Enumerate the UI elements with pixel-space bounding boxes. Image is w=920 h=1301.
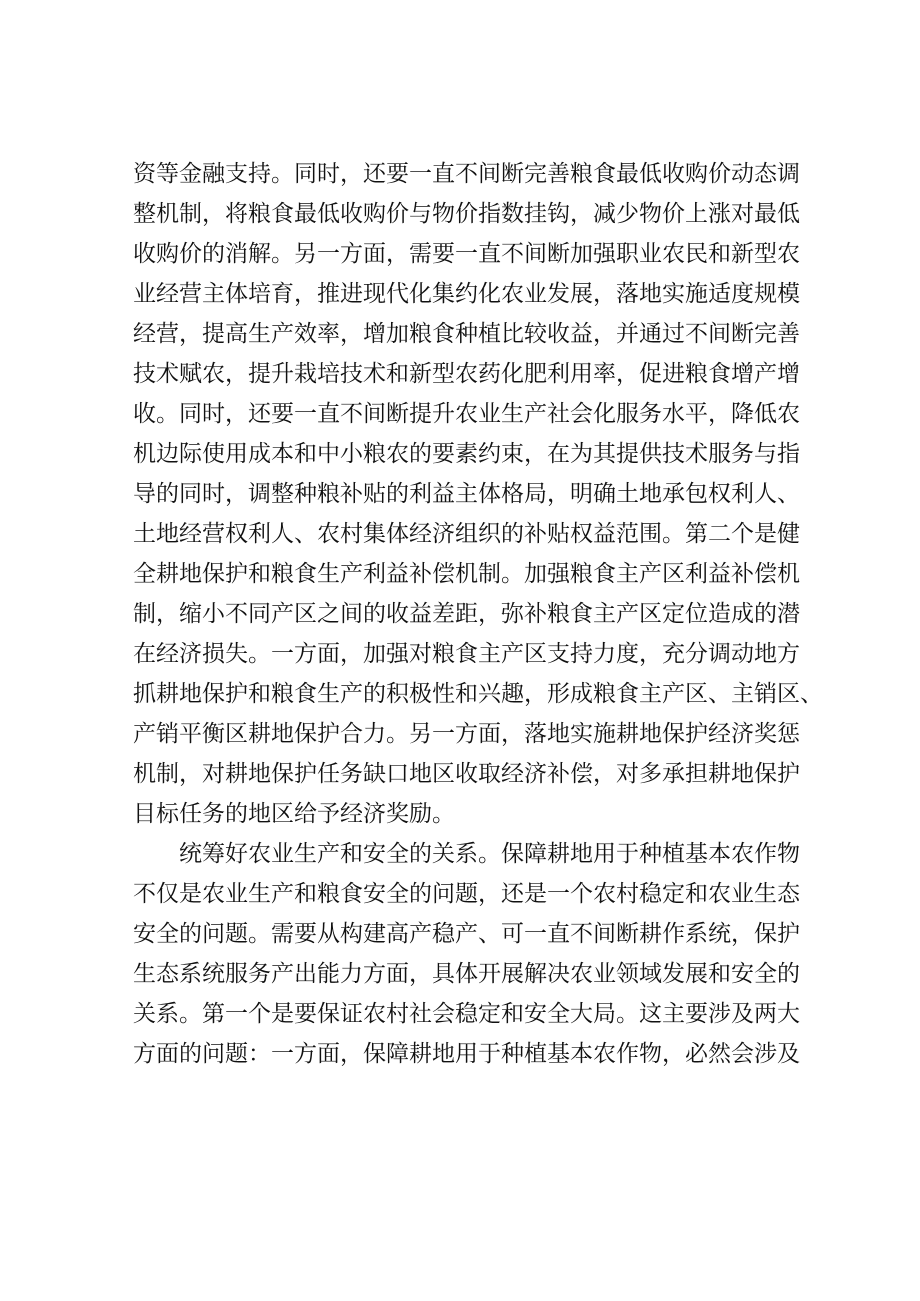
text-line: 全耕地保护和粮食生产利益补偿机制。加强粮食主产区利益补偿机 <box>133 561 800 587</box>
text-line: 资等金融支持。同时，还要一直不间断完善粮食最低收购价动态调 <box>133 161 800 187</box>
text-line: 生态系统服务产出能力方面，具体开展解决农业领域发展和安全的 <box>133 961 800 987</box>
text-line: 不仅是农业生产和粮食安全的问题，还是一个农村稳定和农业生态 <box>133 881 800 907</box>
text-line: 机边际使用成本和中小粮农的要素约束，在为其提供技术服务与指 <box>133 441 800 467</box>
text-line: 机制，对耕地保护任务缺口地区收取经济补偿，对多承担耕地保护 <box>133 761 800 787</box>
text-line: 目标任务的地区给予经济奖励。 <box>133 801 455 827</box>
text-line: 经营，提高生产效率，增加粮食种植比较收益，并通过不间断完善 <box>133 321 800 347</box>
text-line: 方面的问题：一方面，保障耕地用于种植基本农作物，必然会涉及 <box>133 1041 800 1067</box>
text-line: 关系。第一个是要保证农村社会稳定和安全大局。这主要涉及两大 <box>133 1001 800 1027</box>
text-line: 统筹好农业生产和安全的关系。保障耕地用于种植基本农作物 <box>179 841 800 867</box>
text-line: 整机制，将粮食最低收购价与物价指数挂钩，减少物价上涨对最低 <box>133 201 800 227</box>
paragraph-1 <box>133 154 823 834</box>
text-line: 收购价的消解。另一方面，需要一直不间断加强职业农民和新型农 <box>133 241 800 267</box>
text-line: 安全的问题。需要从构建高产稳产、可一直不间断耕作系统，保护 <box>133 921 800 947</box>
paragraph-2 <box>133 834 800 1074</box>
text-line: 制，缩小不同产区之间的收益差距，弥补粮食主产区定位造成的潜 <box>133 601 800 627</box>
text-line: 在经济损失。一方面，加强对粮食主产区支持力度，充分调动地方 <box>133 641 800 667</box>
text-line: 技术赋农，提升栽培技术和新型农药化肥利用率，促进粮食增产增 <box>133 361 800 387</box>
text-line: 导的同时，调整种粮补贴的利益主体格局，明确土地承包权利人、 <box>133 481 800 507</box>
text-line: 收。同时，还要一直不间断提升农业生产社会化服务水平，降低农 <box>133 401 800 427</box>
text-line: 土地经营权利人、农村集体经济组织的补贴权益范围。第二个是健 <box>133 521 800 547</box>
text-line: 产销平衡区耕地保护合力。另一方面，落地实施耕地保护经济奖惩 <box>133 721 800 747</box>
document-body <box>133 154 823 1074</box>
text-line: 抓耕地保护和粮食生产的积极性和兴趣，形成粮食主产区、主销区、 <box>133 681 823 707</box>
text-line: 业经营主体培育，推进现代化集约化农业发展，落地实施适度规模 <box>133 281 800 307</box>
